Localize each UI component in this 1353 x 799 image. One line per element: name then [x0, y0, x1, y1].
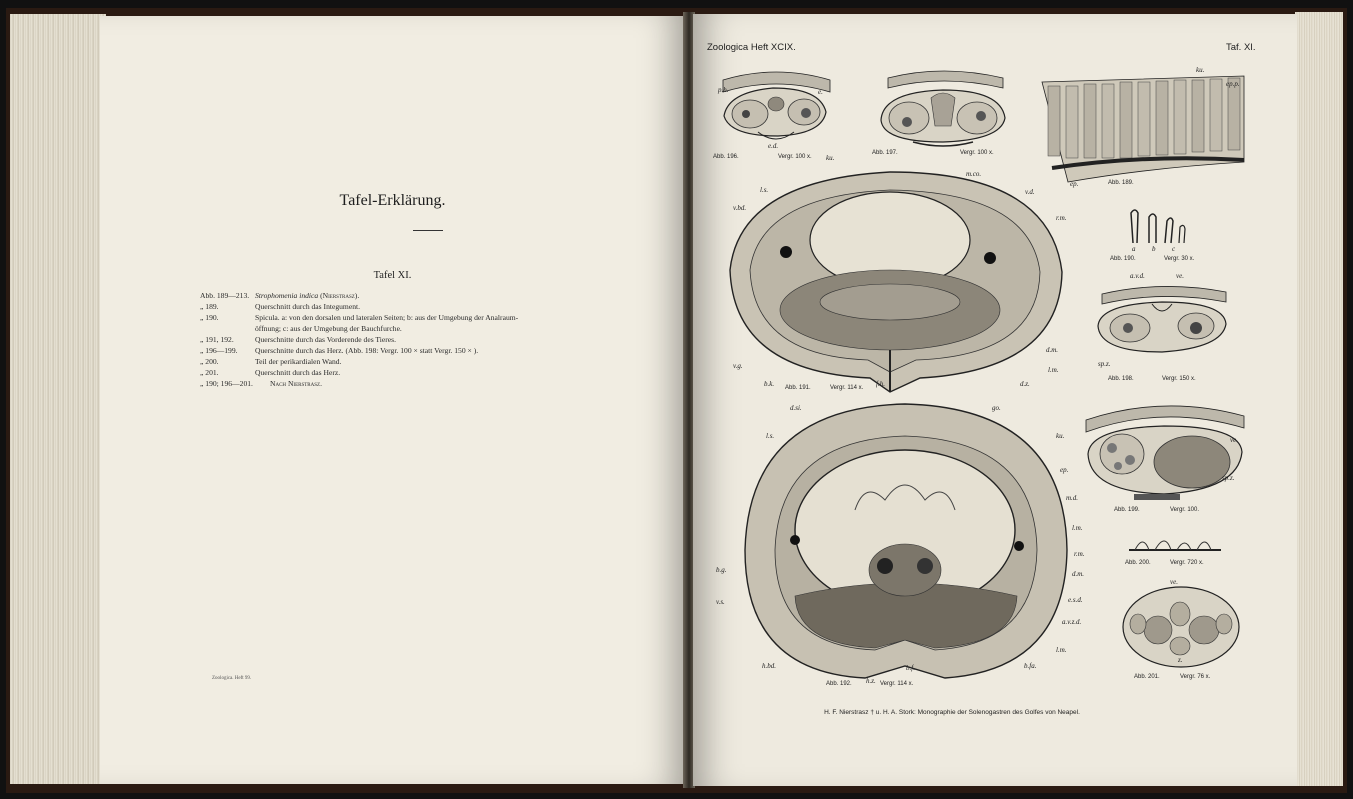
- label-bfa: b.fa.: [1024, 662, 1037, 670]
- figure-192-illustration: [735, 400, 1075, 690]
- running-header-plate: Taf. XI.: [1226, 42, 1256, 53]
- label-hz: h.z.: [866, 677, 876, 685]
- label-esd: e.s.d.: [1068, 596, 1083, 604]
- left-page: [100, 16, 685, 784]
- legend-row: [200, 367, 670, 378]
- label-vs: v.s.: [716, 598, 725, 606]
- label-fh: f.h.: [876, 380, 885, 388]
- label-dsi: d.si.: [790, 404, 802, 412]
- caption-abb191: Abb. 191.: [785, 385, 811, 391]
- label-rm-192: r.m.: [1074, 550, 1085, 558]
- label-lm-191: l.m.: [1048, 366, 1059, 374]
- figure-191-illustration: [720, 160, 1070, 395]
- species-name: Strophomenia indica: [255, 291, 319, 300]
- legend-figure-number: „ 189.: [200, 302, 219, 311]
- caption-abb192: Abb. 192.: [826, 681, 852, 687]
- label-ku-192: ku.: [1056, 432, 1065, 440]
- label-go: go.: [992, 404, 1001, 412]
- figure-196-illustration: [718, 66, 833, 152]
- caption-vergr192: Vergr. 114 x.: [880, 681, 914, 687]
- label-ls-192: l.s.: [766, 432, 775, 440]
- legend-description: [255, 290, 670, 301]
- legend-figure-number: „ 201.: [200, 368, 219, 377]
- caption-abb197: Abb. 197.: [872, 150, 898, 156]
- caption-vergr191: Vergr. 114 x.: [830, 385, 864, 391]
- legend-row: [200, 345, 670, 356]
- legend-row: [200, 312, 670, 323]
- legend-text: (Nierstrasz).: [318, 291, 360, 300]
- label-dm-192: d.m.: [1072, 570, 1085, 578]
- label-ph: p.h.: [718, 86, 729, 94]
- figure-legend-list: [200, 290, 670, 389]
- legend-figure-number: [200, 323, 255, 334]
- label-ve-201: ve.: [1170, 578, 1178, 586]
- caption-vergr201: Vergr. 76 x.: [1180, 674, 1211, 680]
- page-footer: Zoologica. Heft 99.: [212, 676, 252, 681]
- caption-vergr200: Vergr. 720 x.: [1170, 560, 1204, 566]
- legend-row: [200, 356, 670, 367]
- label-dm-191: d.m.: [1046, 346, 1059, 354]
- figure-199-illustration: [1082, 398, 1247, 508]
- caption-vergr190: Vergr. 30 x.: [1164, 256, 1195, 262]
- caption-vergr197: Vergr. 100 x.: [960, 150, 994, 156]
- label-ed: e.d.: [768, 142, 779, 150]
- label-avd: a.v.d.: [1130, 272, 1145, 280]
- legend-figure-number: Abb. 189—213.: [200, 291, 250, 300]
- label-ep-189: ep.: [1070, 180, 1079, 188]
- plate-credit: H. F. Nierstrasz † u. H. A. Stork: Monographie der Solenogastren des Golfes von Neapel.: [824, 709, 1080, 716]
- label-ls-191: l.s.: [760, 186, 769, 194]
- legend-row: [200, 323, 670, 334]
- label-c: c: [1172, 245, 1176, 253]
- legend-figure-number: „ 190.: [200, 313, 219, 322]
- legend-figure-number: „ 190; 196—201.: [200, 379, 253, 388]
- legend-description: Spicula. a: von den dorsalen und lateralen Seiten; b: aus der Umgebung der Analraum-: [255, 313, 519, 322]
- label-epp: ep.p.: [1226, 80, 1240, 88]
- figure-200-illustration: [1125, 530, 1225, 556]
- caption-abb201: Abb. 201.: [1134, 674, 1160, 680]
- caption-abb199: Abb. 199.: [1114, 507, 1140, 513]
- label-lm-192a: l.m.: [1072, 524, 1083, 532]
- running-header-journal: Zoologica Heft XCIX.: [707, 42, 796, 53]
- label-md: m.d.: [1066, 494, 1079, 502]
- left-page-edges: [10, 14, 106, 784]
- label-rm-191: r.m.: [1056, 214, 1067, 222]
- label-ep-192: ep.: [1060, 466, 1069, 474]
- label-a: a: [1132, 245, 1136, 253]
- caption-abb190: Abb. 190.: [1110, 256, 1136, 262]
- label-dz: d.z.: [1020, 380, 1030, 388]
- label-spz-199: sp.z.: [1222, 474, 1235, 482]
- label-hbd: h.bd.: [762, 662, 776, 670]
- label-ku-191: ku.: [826, 154, 835, 162]
- figure-197-illustration: [873, 68, 1013, 150]
- label-spz-198: sp.z.: [1098, 360, 1111, 368]
- label-avzd: a.v.z.d.: [1062, 618, 1082, 626]
- legend-description: Querschnitt durch das Integument.: [255, 302, 361, 311]
- title-divider: [413, 230, 443, 231]
- legend-figure-number: „ 196—199.: [200, 346, 238, 355]
- legend-figure-number: „ 200.: [200, 357, 219, 366]
- label-ku-189: ku.: [1196, 66, 1205, 74]
- label-bk: b.k.: [764, 380, 775, 388]
- label-bf: b.f.: [906, 664, 915, 672]
- caption-vergr196: Vergr. 100 x.: [778, 154, 812, 160]
- caption-abb198: Abb. 198.: [1108, 376, 1134, 382]
- label-ve-199: ve.: [1230, 436, 1238, 444]
- legend-description: Querschnitte durch das Vorderende des Tieres.: [255, 335, 397, 344]
- right-page-edges: [1295, 12, 1343, 786]
- page-title: Tafel-Erklärung.: [339, 192, 446, 209]
- figure-190-illustration: [1125, 205, 1190, 250]
- label-vg: v.g.: [733, 362, 743, 370]
- legend-row: [200, 334, 670, 345]
- caption-vergr198: Vergr. 150 x.: [1162, 376, 1196, 382]
- caption-abb189: Abb. 189.: [1108, 180, 1134, 186]
- label-b: b: [1152, 245, 1156, 253]
- caption-abb200: Abb. 200.: [1125, 560, 1151, 566]
- legend-description: Querschnitte durch das Herz. (Abb. 198: Vergr. 100 × statt Vergr. 150 × ).: [255, 346, 479, 355]
- label-mco: m.co.: [966, 170, 982, 178]
- legend-description: öffnung; c: aus der Umgebung der Bauchfurche.: [255, 324, 402, 333]
- caption-abb196: Abb. 196.: [713, 154, 739, 160]
- label-vbd: v.bd.: [733, 204, 747, 212]
- legend-figure-number: „ 191, 192.: [200, 335, 234, 344]
- legend-description: Teil der perikardialen Wand.: [255, 357, 342, 366]
- caption-vergr199: Vergr. 100.: [1170, 507, 1200, 513]
- legend-row: [200, 301, 670, 312]
- legend-row: [200, 378, 670, 389]
- legend-row: [200, 290, 670, 301]
- label-e: e.: [818, 88, 823, 96]
- label-z: z.: [1178, 656, 1183, 664]
- label-bg: b.g.: [716, 566, 727, 574]
- legend-description: Nach Nierstrasz.: [270, 379, 322, 388]
- legend-description: Querschnitt durch das Herz.: [255, 368, 341, 377]
- plate-heading: Tafel XI.: [373, 270, 412, 281]
- figure-198-illustration: [1092, 282, 1232, 362]
- label-ve-198: ve.: [1176, 272, 1184, 280]
- label-vd: v.d.: [1025, 188, 1035, 196]
- label-lm-192b: l.m.: [1056, 646, 1067, 654]
